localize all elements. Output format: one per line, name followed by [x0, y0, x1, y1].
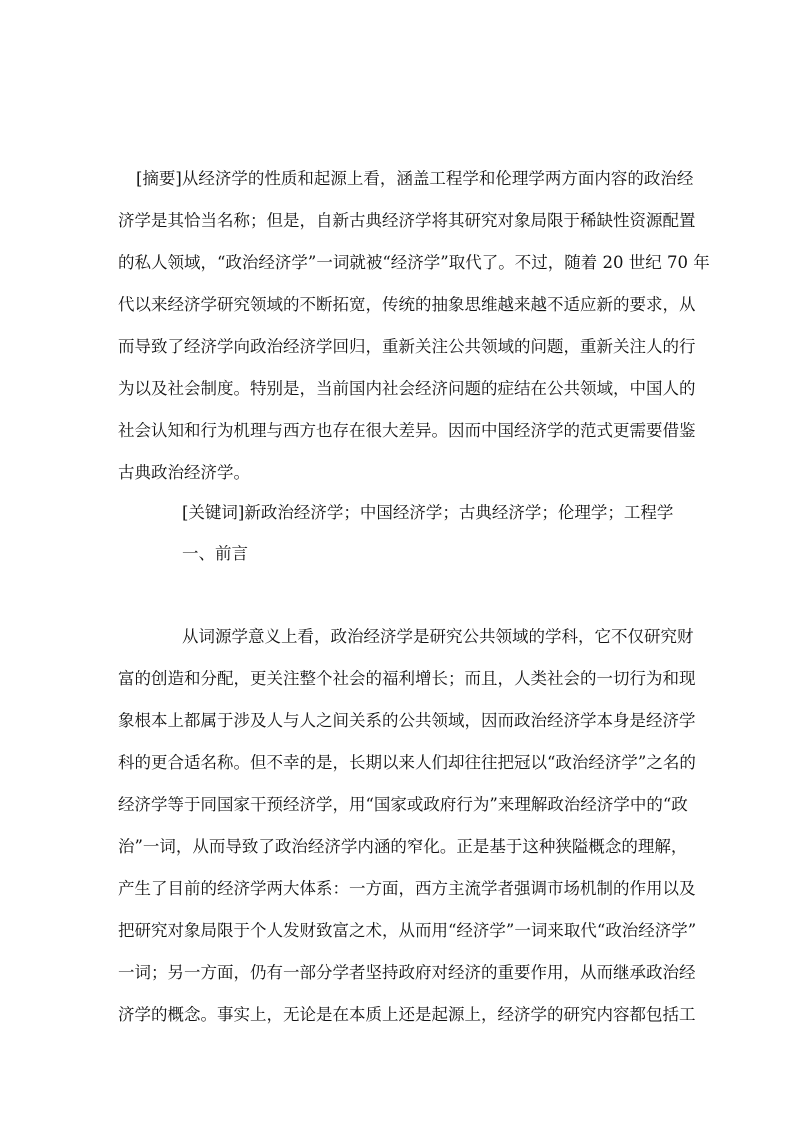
abstract-line: 为以及社会制度。特别是，当前国内社会经济问题的症结在公共领域，中国人的: [118, 379, 696, 398]
abstract-line: 古典政治经济学。: [118, 463, 250, 482]
body-line: 把研究对象局限于个人发财致富之术，从而用“经济学”一词来取代“政治经济学”: [118, 921, 697, 940]
body-line: 治”一词，从而导致了政治经济学内涵的窄化。正是基于这种狭隘概念的理解，: [118, 837, 688, 856]
abstract-line: 社会认知和行为机理与西方也存在很大差异。因而中国经济学的范式更需要借鉴: [118, 421, 696, 440]
body-line: 富的创造和分配，更关注整个社会的福利增长；而且，人类社会的一切行为和现: [118, 669, 696, 688]
body-line: 产生了目前的经济学两大体系：一方面，西方主流学者强调市场机制的作用以及: [118, 879, 696, 898]
body-line: 一词；另一方面，仍有一部分学者坚持政府对经济的重要作用，从而继承政治经: [118, 963, 696, 982]
abstract-line: 代以来经济学研究领域的不断拓宽，传统的抽象思维越来越不适应新的要求，从: [118, 295, 696, 314]
body-line: 济学的概念。事实上，无论是在本质上还是起源上，经济学的研究内容都包括工: [118, 1005, 696, 1024]
abstract-line: 而导致了经济学向政治经济学回归，重新关注公共领域的问题，重新关注人的行: [118, 337, 696, 356]
abstract-line: 济学是其恰当名称；但是，自新古典经济学将其研究对象局限于稀缺性资源配置: [118, 211, 696, 230]
body-line: 经济学等于同国家干预经济学，用“国家或政府行为”来理解政治经济学中的“政: [118, 795, 688, 814]
body-line: 象根本上都属于涉及人与人之间关系的公共领域，因而政治经济学本身是经济学: [118, 711, 696, 730]
keywords-line: [关键词]新政治经济学；中国经济学；古典经济学；伦理学；工程学: [182, 503, 674, 522]
abstract-line: [摘要]从经济学的性质和起源上看，涵盖工程学和伦理学两方面内容的政治经: [136, 169, 694, 188]
body-line: 从词源学意义上看，政治经济学是研究公共领域的学科，它不仅研究财: [182, 627, 694, 646]
body-line: 科的更合适名称。但不幸的是，长期以来人们却往往把冠以“政治经济学”之名的: [118, 753, 696, 772]
section-heading: 一、前言: [182, 544, 248, 563]
abstract-line: 的私人领域，“政治经济学”一词就被“经济学”取代了。不过，随着 20 世纪 70 年: [118, 253, 710, 272]
